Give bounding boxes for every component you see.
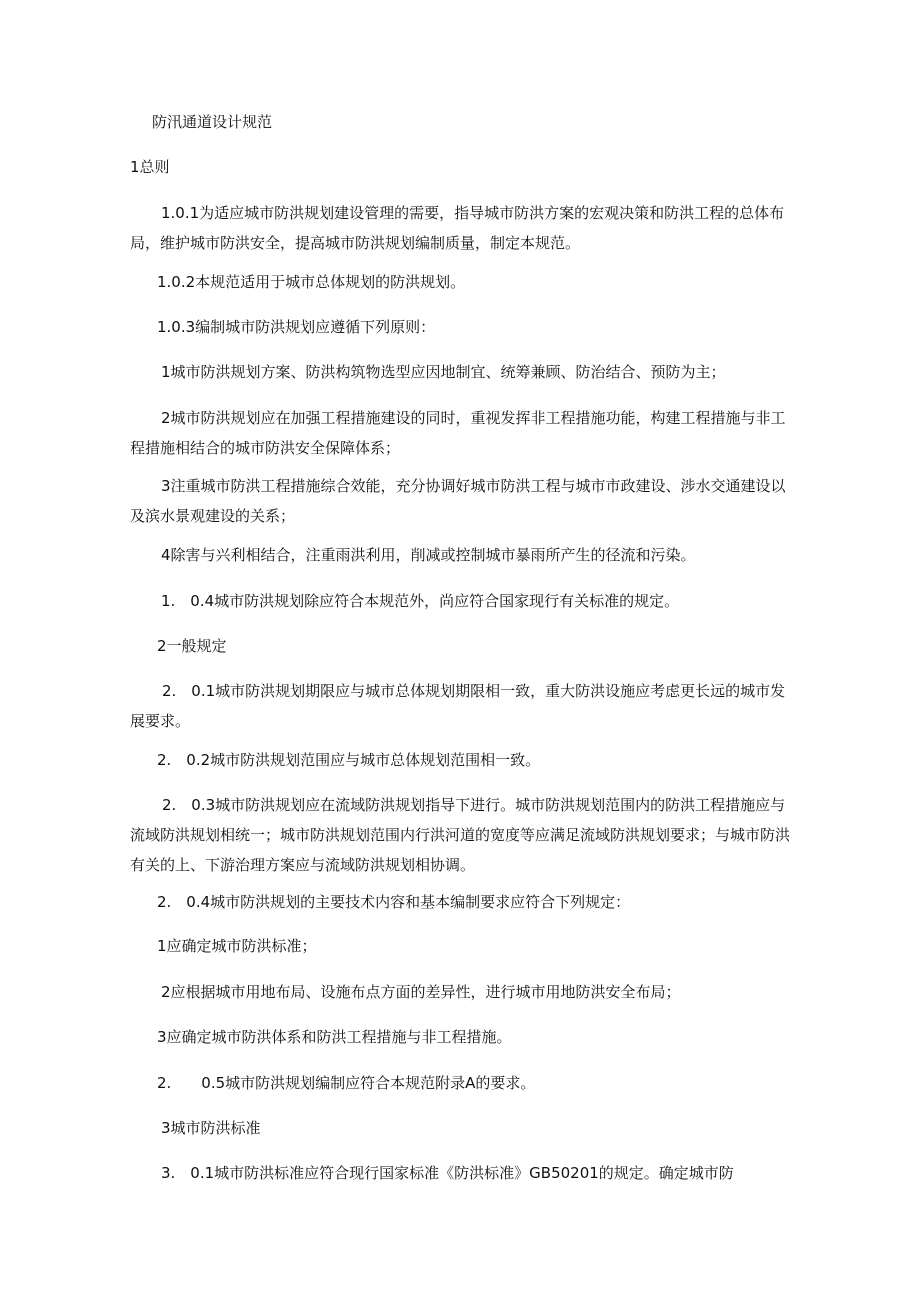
paragraph-2-0-1: 2. 0.1城市防洪规划期限应与城市总体规划期限相一致，重大防洪设施应考虑更长远的城市发展要求。 [130,682,786,730]
paragraph-2-0-5: 2. 0.5城市防洪规划编制应符合本规范附录A的要求。 [157,1074,536,1092]
principle-3: 3注重城市防洪工程措施综合效能，充分协调好城市防洪工程与城市市政建设、涉水交通建设以及滨水景观建设的关系； [130,477,786,525]
paragraph-2-0-4: 2. 0.4城市防洪规划的主要技术内容和基本编制要求应符合下列规定： [157,893,631,911]
requirement-3: 3应确定城市防洪体系和防洪工程措施与非工程措施。 [157,1028,512,1046]
section-heading-1: 1总则 [130,158,170,176]
paragraph-2-0-2: 2. 0.2城市防洪规划范围应与城市总体规划范围相一致。 [157,751,541,769]
section-heading-2: 2一般规定 [157,637,227,655]
principle-1: 1城市防洪规划方案、防洪构筑物选型应因地制宜、统筹兼顾、防治结合、预防为主； [161,363,726,381]
section-heading-3: 3城市防洪标准 [161,1119,261,1137]
paragraph-2-0-3: 2. 0.3城市防洪规划应在流域防洪规划指导下进行。城市防洪规划范围内的防洪工程措施应与流域防洪规划相统一；城市防洪规划范围内行洪河道的宽度等应满足流域防洪规划要求；与城市防洪有关的上、下游治理方案应与流域防洪规划相协调。 [130,796,791,874]
paragraph-1-0-1: 1.0.1为适应城市防洪规划建设管理的需要，指导城市防洪方案的宏观决策和防洪工程的总体布局，维护城市防洪安全，提高城市防洪规划编制质量，制定本规范。 [130,204,785,252]
paragraph-1-0-2: 1.0.2本规范适用于城市总体规划的防洪规划。 [157,273,466,291]
paragraph-1-0-3: 1.0.3编制城市防洪规划应遵循下列原则： [157,318,436,336]
principle-4: 4除害与兴利相结合，注重雨洪利用，削减或控制城市暴雨所产生的径流和污染。 [161,546,696,564]
paragraph-3-0-1: 3. 0.1城市防洪标准应符合现行国家标准《防洪标准》GB50201的规定。确定城市防 [161,1164,734,1182]
principle-2: 2城市防洪规划应在加强工程措施建设的同时，重视发挥非工程措施功能，构建工程措施与非工程措施相结合的城市防洪安全保障体系； [130,409,786,457]
requirement-1: 1应确定城市防洪标准； [157,937,317,955]
document-title: 防汛通道设计规范 [152,113,273,131]
paragraph-1-0-4: 1. 0.4城市防洪规划除应符合本规范外，尚应符合国家现行有关标准的规定。 [161,592,680,610]
requirement-2: 2应根据城市用地布局、设施布点方面的差异性，进行城市用地防洪安全布局； [161,983,681,1001]
